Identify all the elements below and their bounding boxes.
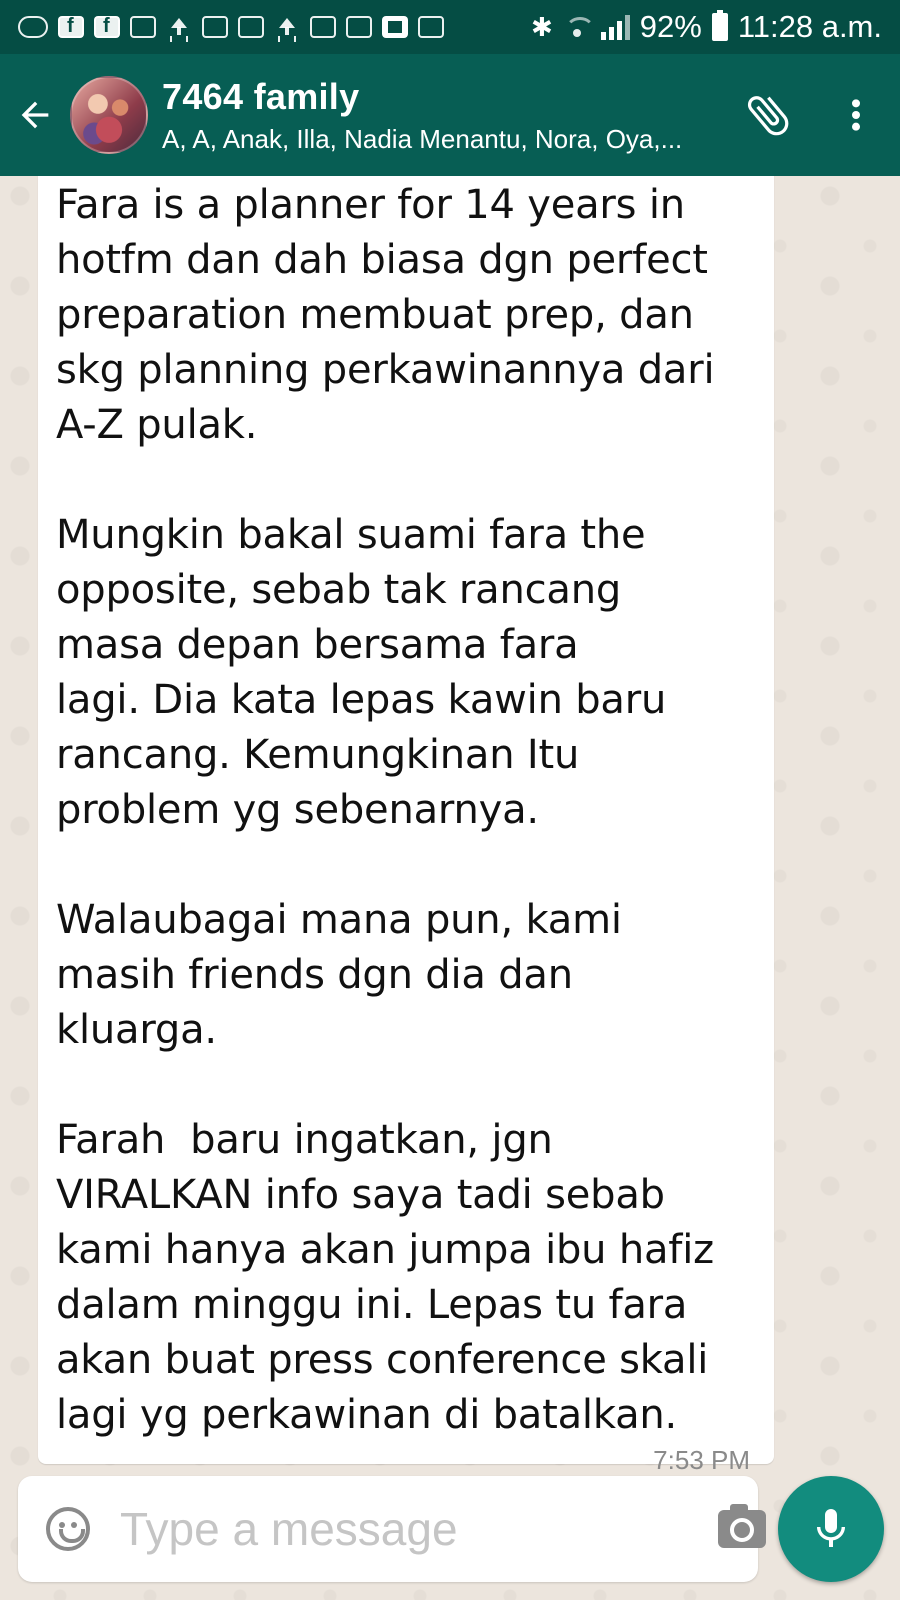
chat-messages[interactable]	[0, 176, 900, 1600]
wifi-icon	[563, 15, 591, 39]
message-time: 7:53 PM	[653, 1445, 750, 1475]
camera-icon[interactable]	[718, 1510, 766, 1548]
attach-button[interactable]	[724, 54, 812, 176]
clock: 11:28 a.m.	[737, 9, 882, 44]
notification-icons	[18, 16, 444, 38]
paperclip-icon	[742, 89, 794, 141]
mail-icon	[238, 16, 264, 38]
chat-info[interactable]	[162, 76, 722, 155]
message-text: Fara is a planner for 14 years in hotfm dan dah biasa dgn perfect preparation membuat prep, dan skg planning perkawinannya dari A-Z pulak. Mungkin bakal suami fara the opposite, sebab tak rancang masa depan bersama fara lagi. Dia kata lepas kawin baru rancang. Kemungkinan Itu problem yg sebenarnya. Walaubagai mana pun, kami masih friends dgn dia dan kluarga. Farah baru ingatkan, jgn VIRALKAN info saya tadi sebab kami hanya akan jumpa ibu hafiz dalam minggu ini. Lepas tu fara akan buat press conference skali lagi yg perkawinan di batalkan.	[56, 182, 715, 1438]
app-icon	[382, 16, 408, 38]
back-button[interactable]	[0, 54, 70, 176]
bluetooth-icon: ✱	[530, 11, 553, 42]
message-input[interactable]	[120, 1502, 718, 1556]
email-icon	[346, 16, 372, 38]
image-icon	[418, 16, 444, 38]
chat-notification-icon	[18, 16, 48, 38]
chat-title: 7464 family	[162, 75, 360, 117]
status-bar	[0, 0, 900, 54]
email-icon	[202, 16, 228, 38]
facebook-icon	[94, 16, 120, 38]
emoji-icon[interactable]	[46, 1507, 90, 1551]
chat-header	[0, 54, 900, 176]
group-avatar[interactable]	[70, 76, 148, 154]
message-composer	[18, 1476, 758, 1582]
facebook-icon	[58, 16, 84, 38]
image-icon	[310, 16, 336, 38]
more-vert-icon	[836, 93, 876, 137]
battery-percent: 92%	[639, 9, 702, 44]
voice-record-button[interactable]	[778, 1476, 884, 1582]
email-icon	[130, 16, 156, 38]
message-bubble[interactable]	[38, 176, 774, 1475]
arrow-back-icon	[15, 95, 55, 135]
participants-list: A, A, Anak, Illa, Nadia Menantu, Nora, Oya,...	[162, 123, 683, 154]
signal-icon	[601, 14, 630, 40]
upload-icon	[166, 16, 192, 38]
upload-icon	[274, 16, 300, 38]
battery-icon	[712, 13, 728, 41]
more-options-button[interactable]	[812, 54, 900, 176]
microphone-icon	[807, 1503, 855, 1555]
